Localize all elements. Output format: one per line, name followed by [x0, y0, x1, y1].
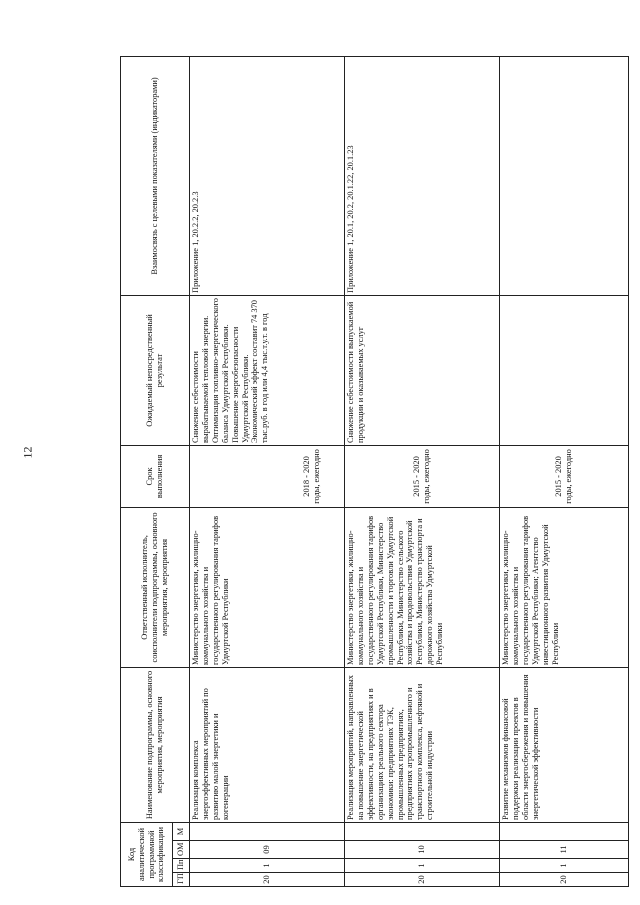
cell-result: [500, 295, 629, 445]
cell-term: 2015 - 2020 годы, ежегодно: [500, 445, 629, 507]
cell-term: 2018 - 2020 годы, ежегодно: [190, 445, 345, 507]
table-row: [345, 56, 500, 886]
cell-result: Снижение себестоимости выпускаемой продукции и оказываемых услуг: [345, 295, 500, 445]
cell-executor: Министерство энергетики, жилищно-коммунального хозяйства и государственного регулирования тарифов Удмуртской Республики; Агентство инвестиционного развития Удмуртской Республики: [500, 507, 629, 667]
cell-om: 09: [190, 841, 345, 859]
header-executor: Ответственный исполнитель, соисполнители подпрограммы, основного мероприятия, мероприятия: [121, 507, 190, 667]
program-table: [120, 56, 629, 887]
cell-term: 2015 - 2020 годы, ежегодно: [345, 445, 500, 507]
header-row-1: [121, 56, 173, 886]
header-code-m: М: [173, 822, 190, 840]
program-table-container: [120, 57, 628, 887]
cell-pp: 1: [345, 859, 500, 873]
cell-m: [500, 822, 629, 840]
header-code-group: Код аналитической программной классификации: [121, 822, 173, 886]
cell-om: 11: [500, 841, 629, 859]
header-relation: Взаимосвязь с целевыми показателями (индикаторами): [121, 56, 190, 295]
header-term: Срок выполнения: [121, 445, 190, 507]
cell-executor: Министерство энергетики, жилищно-коммунального хозяйства и государственного регулирования тарифов Удмуртской Республики: [190, 507, 345, 667]
header-code-pp: Пп: [173, 859, 190, 873]
cell-relation: [500, 56, 629, 295]
cell-relation: Приложение 1, 20.2.2, 20.2.3: [190, 56, 345, 295]
cell-relation: Приложение 1, 20.1, 20.2, 20.1.22, 20.1.23: [345, 56, 500, 295]
cell-pp: 1: [190, 859, 345, 873]
cell-name: Реализация комплекса энергоэффективных мероприятий по развитию малой энергетики и когенерации: [190, 667, 345, 822]
cell-gp: 20: [500, 873, 629, 887]
table-row: [190, 56, 345, 886]
cell-m: [345, 822, 500, 840]
header-code-gp: ГП: [173, 873, 190, 887]
table-row: [500, 56, 629, 886]
cell-gp: 20: [345, 873, 500, 887]
cell-m: [190, 822, 345, 840]
cell-om: 10: [345, 841, 500, 859]
page-number: 12: [20, 446, 35, 459]
cell-result: Снижение себестоимости вырабатываемой тепловой энергии. Оптимизация топливно-энергетического баланса Удмуртской Республики. Повышение энергобезопасности Удмуртской Республики. Экономический эффект составит 74 370 тыс.руб. в год или 4,4 тыс.т.у.т. в год: [190, 295, 345, 445]
cell-name: Развитие механизмов финансовой поддержки реализации проектов в области энергосбережения и повышения энергетической эффективности: [500, 667, 629, 822]
cell-name: Реализация мероприятий, направленных на повышение энергетической эффективности, на предприятиях и в организациях реального сектора экономики: предприятиях ТЭК, промышленных предприятиях, предприятиях агропромышленного и транспортного комплекса, нефтяной и строительной индустрии: [345, 667, 500, 822]
cell-gp: 20: [190, 873, 345, 887]
cell-pp: 1: [500, 859, 629, 873]
header-result: Ожидаемый непосредственный результат: [121, 295, 190, 445]
header-code-om: ОМ: [173, 841, 190, 859]
header-name: Наименование подпрограммы, основного мероприятия, мероприятия: [121, 667, 190, 822]
cell-executor: Министерство энергетики, жилищно-коммунального хозяйства и государственного регулирования тарифов Удмуртской Республики, Министерство промышленности и торговли Удмуртской Республики, Министерство сельского хозяйства и продовольствия Удмуртской Республики, Министерство транспорта и дорожного хозяйства Удмуртской Республики: [345, 507, 500, 667]
